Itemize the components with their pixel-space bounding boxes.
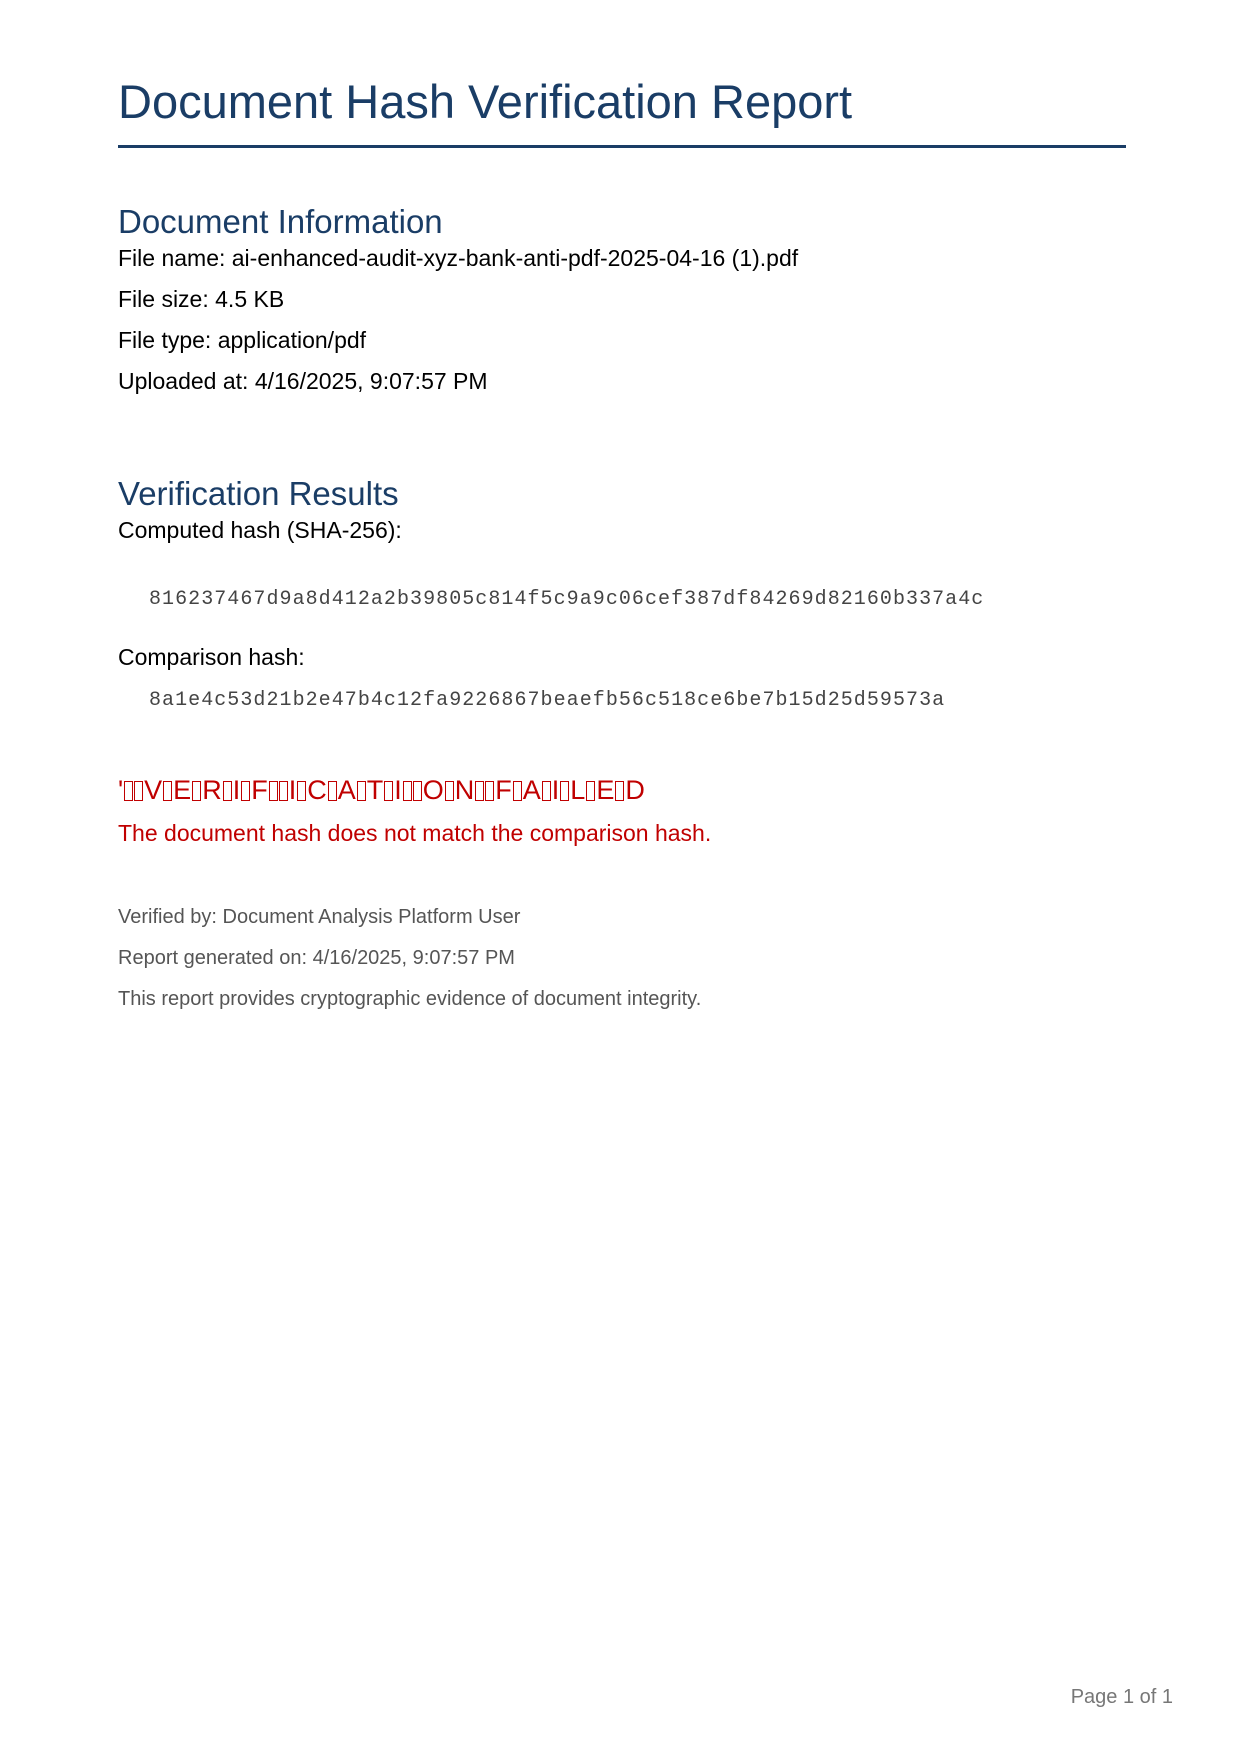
status-letter: T: [366, 775, 384, 805]
status-letter: A: [337, 775, 356, 805]
file-name-line: File name: ai-enhanced-audit-xyz-bank-anti-pdf-2025-04-16 (1).pdf: [118, 245, 799, 271]
missing-glyph-box: [163, 781, 172, 801]
status-letter: N: [454, 775, 475, 805]
title-divider: [118, 145, 1126, 148]
status-letter: I: [551, 775, 560, 805]
verification-status-heading: [118, 774, 646, 806]
computed-hash-value: 816237467d9a8d412a2b39805c814f5c9a9c06cef387df84269d82160b337a4c: [149, 588, 985, 611]
missing-glyph-box: [192, 781, 201, 801]
missing-glyph-box: [513, 781, 522, 801]
verification-status-render: [118, 775, 646, 805]
status-letter: L: [570, 775, 586, 805]
report-title: Document Hash Verification Report: [118, 75, 853, 128]
verification-status-message: The document hash does not match the comparison hash.: [118, 820, 712, 846]
missing-glyph-box: [403, 781, 412, 801]
missing-glyph-box: [357, 781, 366, 801]
status-letter: E: [173, 775, 192, 805]
integrity-note-line: This report provides cryptographic evidence of document integrity.: [118, 988, 702, 1010]
status-letter: E: [596, 775, 615, 805]
status-letter: I: [394, 775, 402, 805]
page-number: Page 1 of 1: [1070, 1686, 1173, 1708]
missing-glyph-box: [328, 781, 337, 801]
missing-glyph-box: [384, 781, 393, 801]
status-letter: I: [232, 775, 241, 805]
missing-glyph-box: [413, 781, 422, 801]
missing-glyph-box: [586, 781, 595, 801]
status-letter: A: [522, 775, 541, 805]
status-letter: R: [202, 775, 222, 805]
file-type-line: File type: application/pdf: [118, 327, 367, 353]
file-size-line: File size: 4.5 KB: [118, 286, 285, 312]
missing-glyph-box: [475, 781, 484, 801]
document-information-heading: Document Information: [118, 203, 443, 240]
verified-by-line: Verified by: Document Analysis Platform User: [118, 906, 521, 928]
comparison-hash-label: Comparison hash:: [118, 644, 305, 670]
generated-on-line: Report generated on: 4/16/2025, 9:07:57 PM: [118, 947, 515, 969]
missing-glyph-box: [445, 781, 454, 801]
missing-glyph-box: [297, 781, 306, 801]
status-letter: O: [422, 775, 444, 805]
missing-glyph-box: [134, 781, 143, 801]
verification-results-heading: Verification Results: [118, 475, 399, 512]
uploaded-at-line: Uploaded at: 4/16/2025, 9:07:57 PM: [118, 368, 488, 394]
missing-glyph-box: [241, 781, 250, 801]
missing-glyph-box: [542, 781, 551, 801]
status-letter: V: [144, 775, 163, 805]
computed-hash-label: Computed hash (SHA-256):: [118, 517, 402, 543]
status-letter: D: [625, 775, 645, 805]
comparison-hash-value: 8a1e4c53d21b2e47b4c12fa9226867beaefb56c518ce6be7b15d25d59573a: [149, 689, 946, 712]
status-letter: ': [118, 775, 124, 805]
status-letter: C: [307, 775, 327, 805]
missing-glyph-box: [223, 781, 232, 801]
missing-glyph-box: [560, 781, 569, 801]
missing-glyph-box: [485, 781, 494, 801]
status-letter: F: [495, 775, 512, 805]
status-letter: I: [288, 775, 297, 805]
missing-glyph-box: [615, 781, 624, 801]
missing-glyph-box: [279, 781, 288, 801]
missing-glyph-box: [124, 781, 133, 801]
missing-glyph-box: [269, 781, 278, 801]
status-letter: F: [251, 775, 268, 805]
